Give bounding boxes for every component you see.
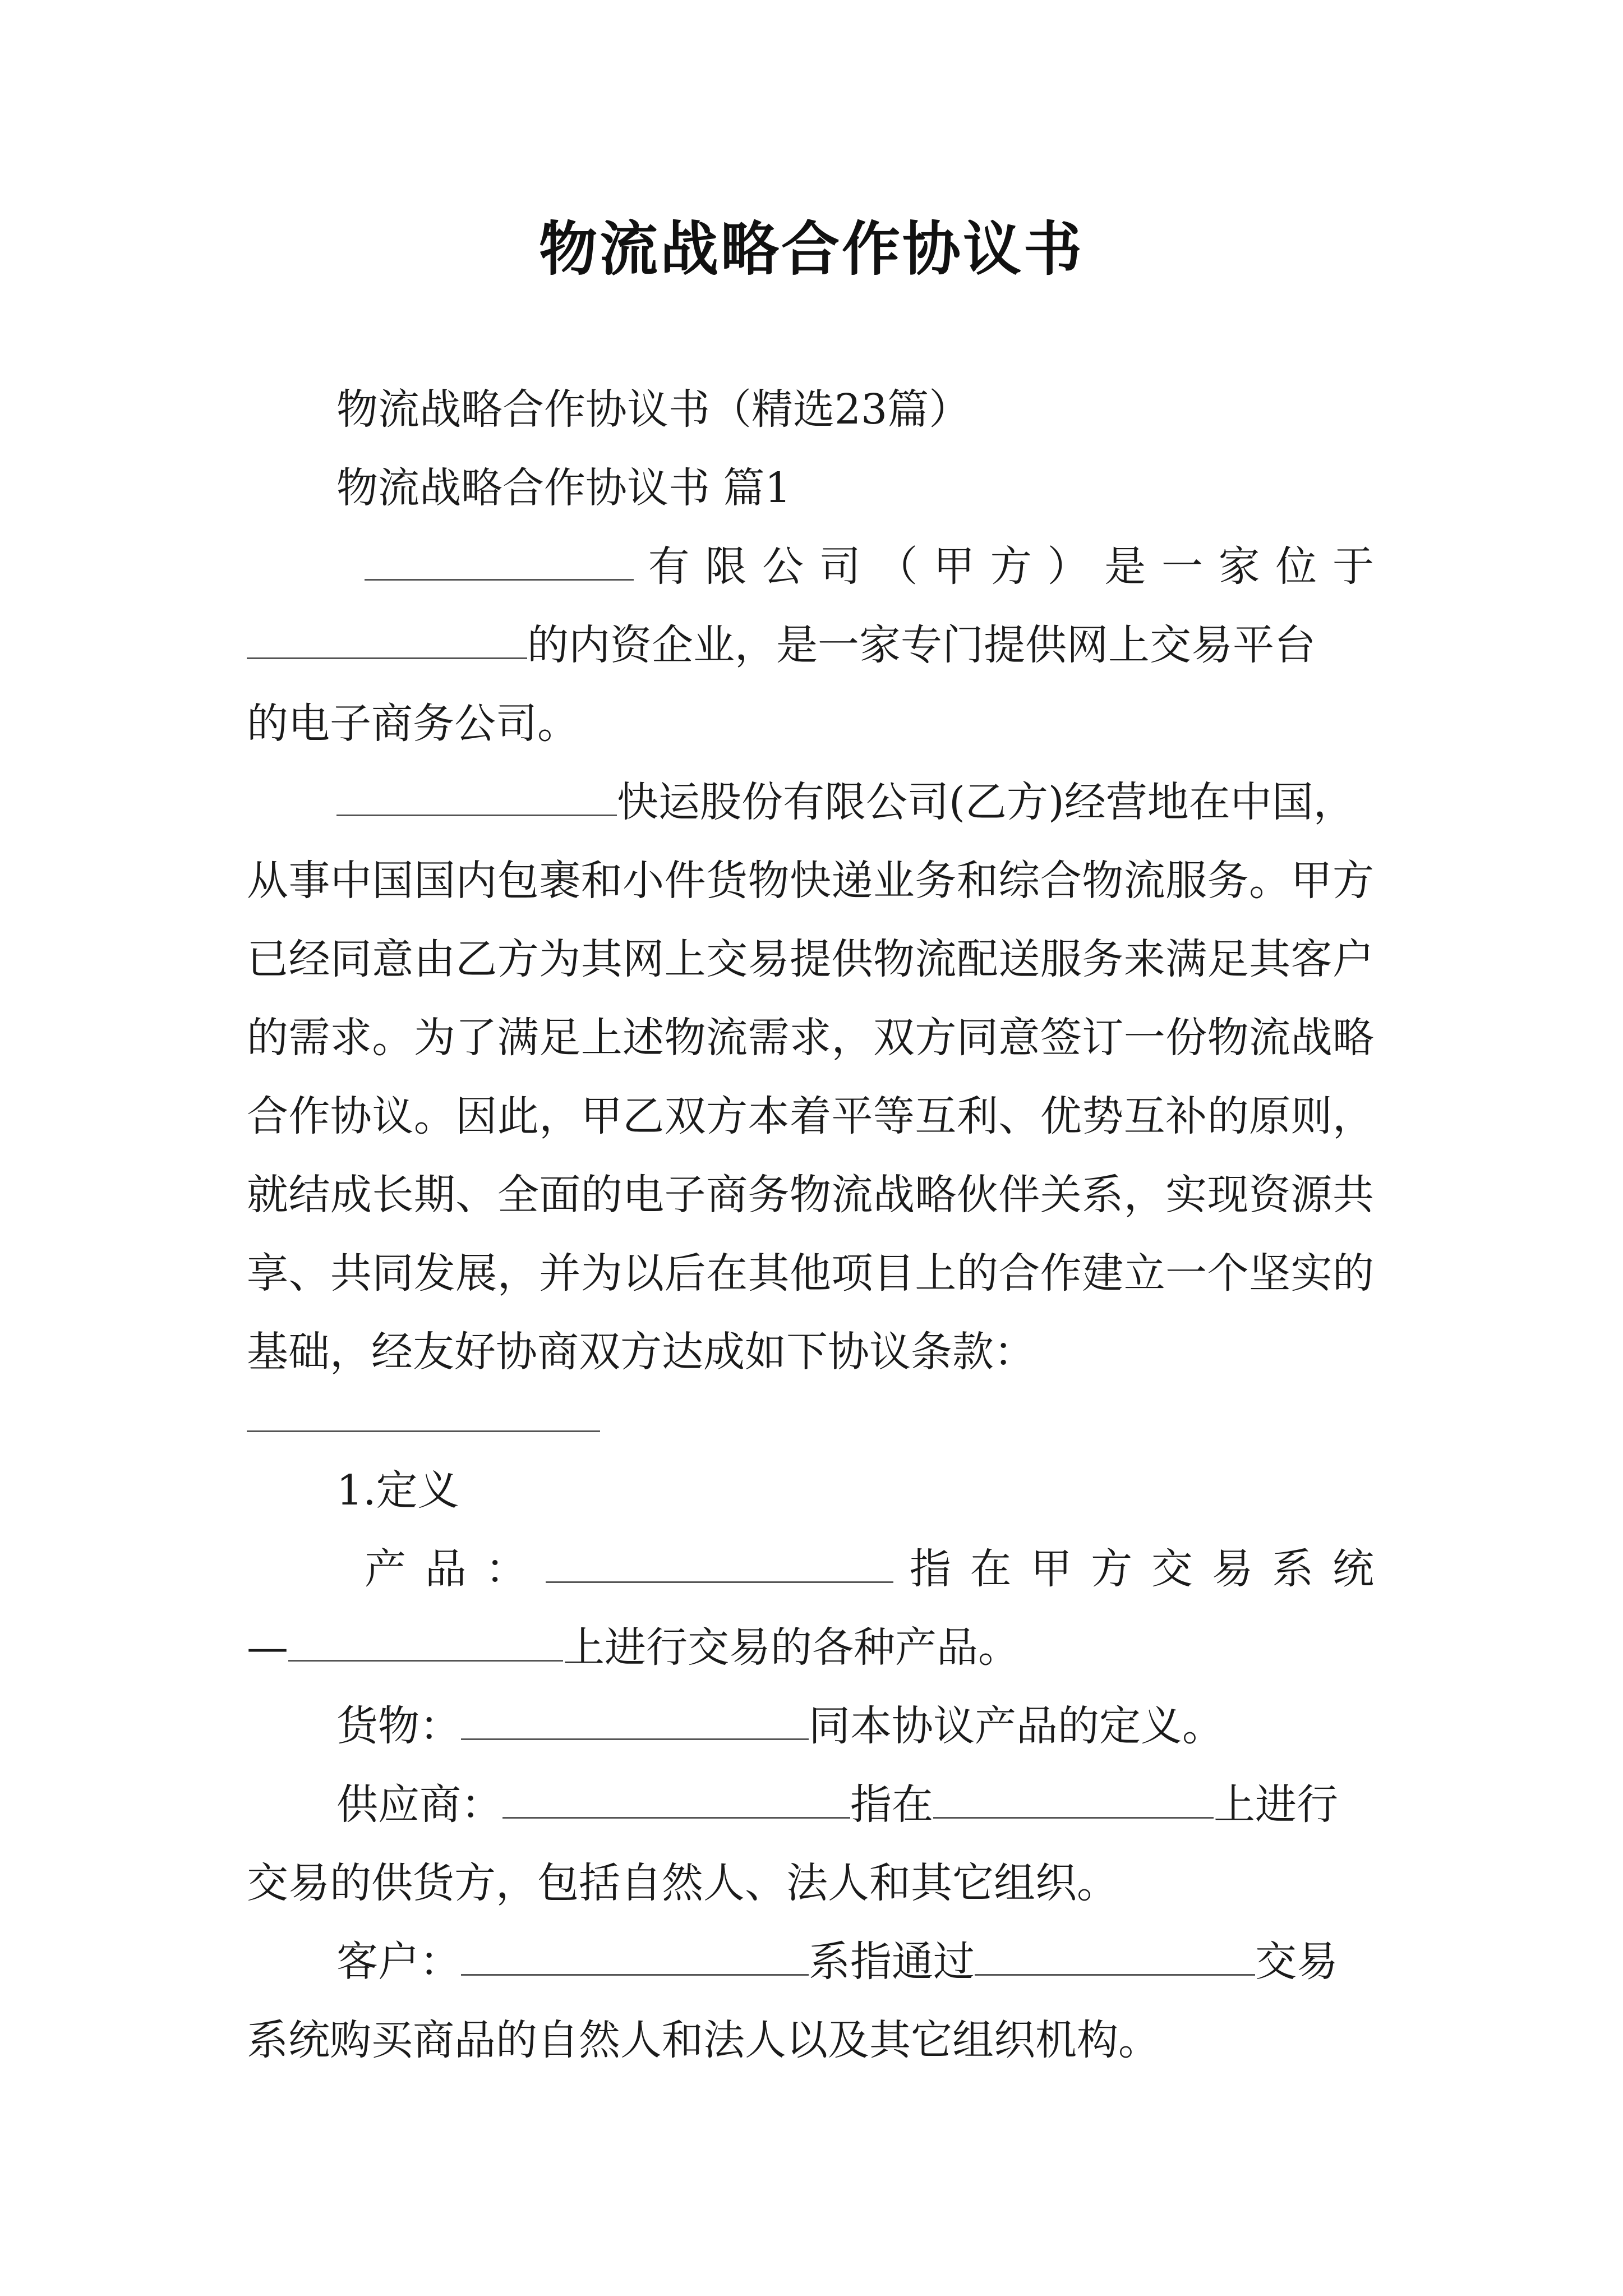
product-line1 <box>247 1530 1374 1608</box>
supplier-label: 供应商： <box>336 1780 502 1829</box>
product-dash: — <box>247 1623 288 1672</box>
product-text-c: 上进行交易的各种产品。 <box>563 1623 1020 1672</box>
fill-blank <box>546 1549 893 1583</box>
fill-blank <box>933 1784 1214 1819</box>
product-text-b: 指 在 甲 方 交 易 系 统 <box>909 1545 1375 1593</box>
section-heading: 物流战略合作协议书 篇1 <box>336 464 791 512</box>
goods-text: 同本协议产品的定义。 <box>809 1702 1224 1750</box>
fill-blank <box>247 625 527 659</box>
goods-label: 货物： <box>336 1702 461 1750</box>
separator-blank <box>247 1430 600 1432</box>
fill-blank <box>461 1941 809 1976</box>
definition-heading: 1.定义 <box>336 1466 459 1515</box>
customer-text-c: 交易 <box>1255 1938 1338 1986</box>
para1-text-a: 有 限 公 司 （ 甲 方 ） 是 一 家 位 于 <box>648 542 1374 591</box>
para1-line3: 的电子商务公司。 <box>247 700 579 748</box>
goods-line <box>247 1687 1374 1765</box>
document-body <box>247 370 1374 2079</box>
fill-blank <box>288 1627 563 1662</box>
para1-text-b: 的内资企业，是一家专门提供网上交易平台 <box>527 621 1316 669</box>
supplier-line1 <box>247 1765 1374 1844</box>
fill-blank <box>502 1784 850 1819</box>
para1-line2 <box>247 606 1374 684</box>
subtitle: 物流战略合作协议书（精选23篇） <box>336 385 971 434</box>
customer-label: 客户： <box>336 1938 461 1986</box>
document-title: 物流战略合作协议书 <box>538 214 1084 283</box>
supplier-text-b: 指在 <box>850 1780 933 1829</box>
customer-line2: 系统购买商品的自然人和法人以及其它组织机构。 <box>247 2016 1160 2064</box>
customer-text-b: 系指通过 <box>809 1938 975 1986</box>
para1-line1 <box>247 527 1374 606</box>
supplier-line2: 交易的供货方，包括自然人、法人和其它组织。 <box>247 1859 1118 1907</box>
fill-blank <box>365 546 634 581</box>
fill-blank <box>461 1706 809 1740</box>
para2-line1 <box>247 763 1374 841</box>
product-label: 产 品 ： <box>365 1545 530 1593</box>
para2-body: 从事中国国内包裹和小件货物快递业务和综合物流服务。甲方已经同意由乙方为其网上交易提供物流配送服务来满足其客户的需求。为了满足上述物流需求，双方同意签订一份物流战略合作协议。因此，甲乙双方本着平等互利、优势互补的原则，就结成长期、全面的电子商务物流战略伙伴关系，实现资源共享、共同发展，并为以后在其他项目上的合作建立一个坚实的基础，经友好协商双方达成如下协议条款： <box>247 857 1374 1376</box>
supplier-text-c: 上进行 <box>1214 1780 1338 1829</box>
product-line2 <box>247 1608 1374 1687</box>
customer-line1 <box>247 1922 1374 2001</box>
para2-text-a: 快运股份有限公司(乙方)经营地在中国， <box>617 778 1355 826</box>
fill-blank <box>975 1941 1255 1976</box>
fill-blank <box>336 782 617 816</box>
